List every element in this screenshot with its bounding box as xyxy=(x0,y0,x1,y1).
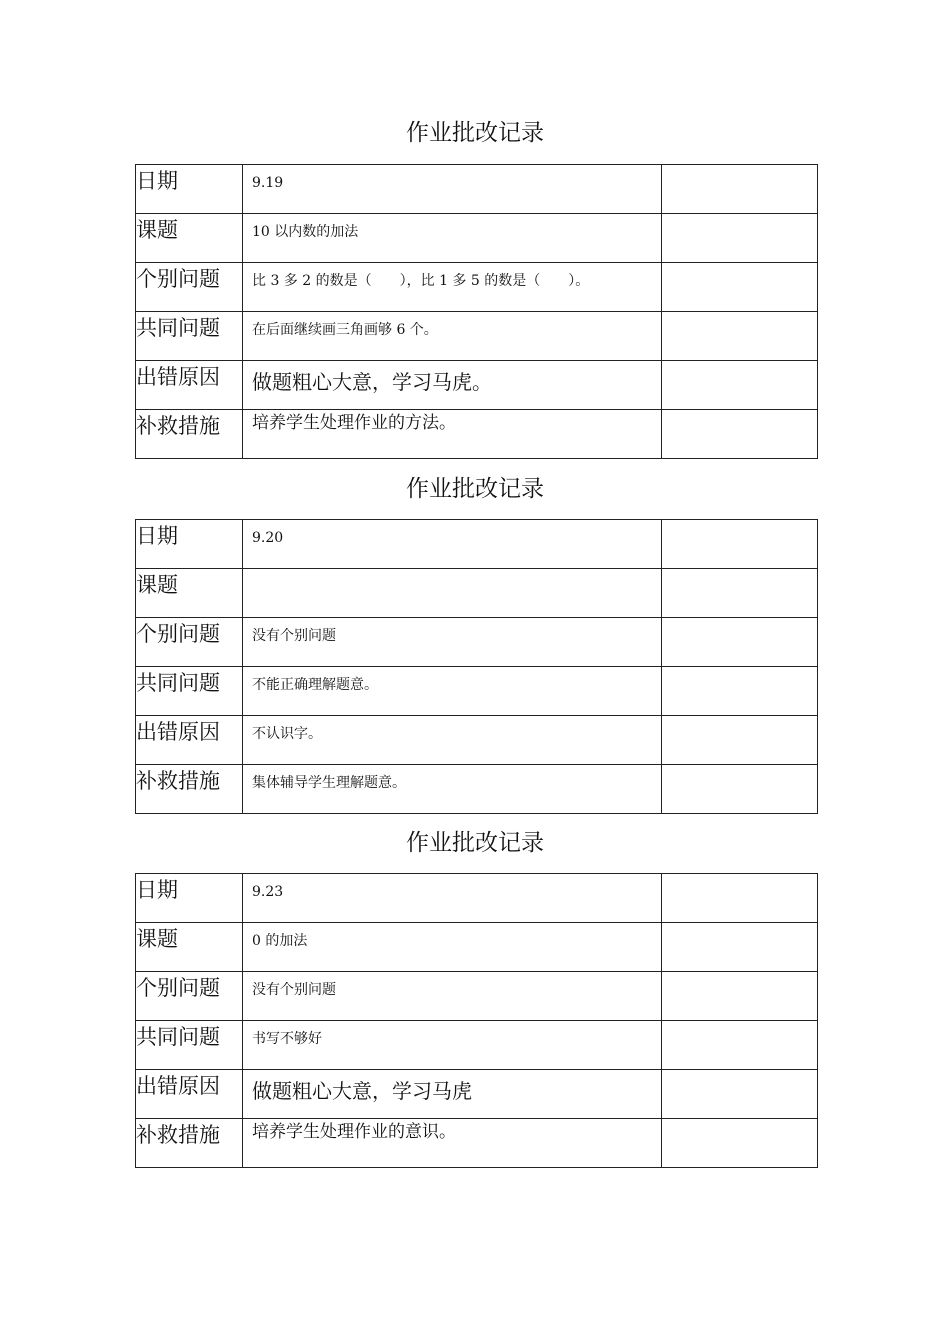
row-label: 课题 xyxy=(136,214,243,263)
row-value: 9.19 xyxy=(252,175,284,191)
row-value-cell xyxy=(243,1070,662,1119)
row-value-cell xyxy=(243,312,662,361)
blank-cell xyxy=(662,410,818,459)
row-value-cell xyxy=(243,874,662,923)
row-value-cell xyxy=(243,165,662,214)
row-label: 日期 xyxy=(136,165,243,214)
row-value: 9.23 xyxy=(252,884,284,900)
blank-cell xyxy=(662,667,818,716)
row-value-cell xyxy=(243,410,662,459)
table-row xyxy=(136,765,818,814)
table-row xyxy=(136,923,818,972)
table-row xyxy=(136,165,818,214)
table-row xyxy=(136,874,818,923)
row-value: 比 3 多 2 的数是（ ），比 1 多 5 的数是（ ）。 xyxy=(252,273,590,289)
row-value-cell xyxy=(243,263,662,312)
row-value: 集体辅导学生理解题意。 xyxy=(252,775,406,791)
row-value-cell xyxy=(243,520,662,569)
row-value-cell xyxy=(243,1119,662,1168)
table-row xyxy=(136,312,818,361)
row-label: 补救措施 xyxy=(136,1119,243,1168)
table-row xyxy=(136,410,818,459)
table-row xyxy=(136,569,818,618)
row-value xyxy=(243,569,661,578)
row-value-cell xyxy=(243,923,662,972)
table-row xyxy=(136,1021,818,1070)
row-value: 书写不够好 xyxy=(252,1031,322,1047)
row-value: 培养学生处理作业的意识。 xyxy=(252,1122,456,1142)
blank-cell xyxy=(662,1070,818,1119)
row-label: 出错原因 xyxy=(136,361,243,410)
row-value: 0 的加法 xyxy=(252,933,308,949)
row-value: 在后面继续画三角画够 6 个。 xyxy=(252,322,438,338)
row-value: 10 以内数的加法 xyxy=(252,224,359,240)
row-label: 课题 xyxy=(136,923,243,972)
table-row xyxy=(136,1070,818,1119)
row-label: 个别问题 xyxy=(136,618,243,667)
blank-cell xyxy=(662,569,818,618)
row-label: 日期 xyxy=(136,520,243,569)
blank-cell xyxy=(662,972,818,1021)
table-row xyxy=(136,972,818,1021)
blank-cell xyxy=(662,874,818,923)
row-label: 补救措施 xyxy=(136,765,243,814)
record-title: 作业批改记录 xyxy=(406,830,544,856)
table-row xyxy=(136,1119,818,1168)
row-label: 出错原因 xyxy=(136,716,243,765)
blank-cell xyxy=(662,520,818,569)
table-row xyxy=(136,263,818,312)
record-title: 作业批改记录 xyxy=(406,120,544,146)
row-value-cell xyxy=(243,569,662,618)
blank-cell xyxy=(662,765,818,814)
row-value-cell xyxy=(243,972,662,1021)
blank-cell xyxy=(662,361,818,410)
blank-cell xyxy=(662,165,818,214)
row-value: 不认识字。 xyxy=(252,726,322,742)
blank-cell xyxy=(662,214,818,263)
row-value-cell xyxy=(243,716,662,765)
blank-cell xyxy=(662,263,818,312)
row-value: 做题粗心大意，学习马虎。 xyxy=(252,370,492,394)
row-label: 共同问题 xyxy=(136,667,243,716)
blank-cell xyxy=(662,1119,818,1168)
row-value: 9.20 xyxy=(252,530,284,546)
row-value: 没有个别问题 xyxy=(252,628,336,644)
row-label: 共同问题 xyxy=(136,312,243,361)
row-value-cell xyxy=(243,765,662,814)
row-label: 个别问题 xyxy=(136,263,243,312)
record-title: 作业批改记录 xyxy=(406,476,544,502)
blank-cell xyxy=(662,716,818,765)
blank-cell xyxy=(662,312,818,361)
table-row xyxy=(136,214,818,263)
row-value: 培养学生处理作业的方法。 xyxy=(252,413,456,433)
table-row xyxy=(136,618,818,667)
table-row xyxy=(136,667,818,716)
table-row xyxy=(136,361,818,410)
row-value: 没有个别问题 xyxy=(252,982,336,998)
record-table xyxy=(135,519,818,814)
blank-cell xyxy=(662,1021,818,1070)
row-value: 不能正确理解题意。 xyxy=(252,677,378,693)
row-label: 日期 xyxy=(136,874,243,923)
row-value-cell xyxy=(243,667,662,716)
table-row xyxy=(136,520,818,569)
record-table xyxy=(135,164,818,459)
row-value-cell xyxy=(243,1021,662,1070)
row-value: 做题粗心大意，学习马虎 xyxy=(252,1079,472,1103)
row-label: 个别问题 xyxy=(136,972,243,1021)
row-label: 补救措施 xyxy=(136,410,243,459)
blank-cell xyxy=(662,923,818,972)
table-row xyxy=(136,716,818,765)
row-label: 课题 xyxy=(136,569,243,618)
row-value-cell xyxy=(243,214,662,263)
record-table xyxy=(135,873,818,1168)
row-label: 共同问题 xyxy=(136,1021,243,1070)
row-value-cell xyxy=(243,618,662,667)
blank-cell xyxy=(662,618,818,667)
row-label: 出错原因 xyxy=(136,1070,243,1119)
row-value-cell xyxy=(243,361,662,410)
